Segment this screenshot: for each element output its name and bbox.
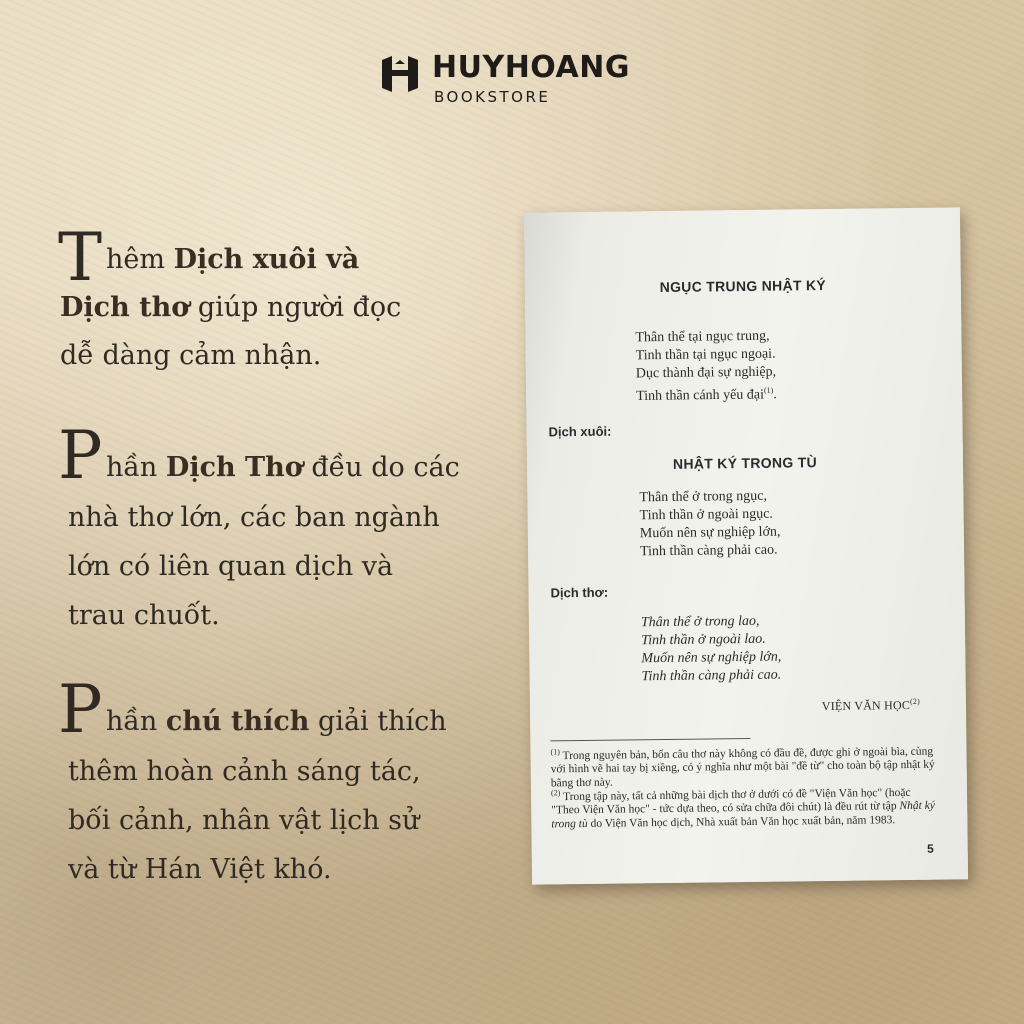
text-line: bối cảnh, nhân vật lịch sử bbox=[68, 805, 420, 836]
footnote-2: $^{(2)}$ Trong tập này, tất cả những bài dịch thơ ở dưới có đề "Viện Văn học" (hoặc "Theo Viện Văn học" - tức dựa theo, có sửa chữa đôi chút) là đều rút từ tập Nhật ký trong tù do Viện Văn học dịch, Nhà xuất bản Văn học xuất bản, năm 1983. bbox=[550, 786, 935, 831]
text-line: hần chú thích giải thích bbox=[106, 706, 447, 737]
brand-logo bbox=[380, 50, 650, 110]
text-line: hêm Dịch xuôi và bbox=[106, 244, 360, 275]
verse-line: Muốn nên sự nghiệp lớn, bbox=[641, 649, 782, 667]
drop-cap: P bbox=[58, 671, 103, 748]
verse-line: Tinh thần ở ngoài ngục. bbox=[639, 506, 773, 524]
poem-label: Dịch thơ: bbox=[550, 584, 609, 601]
verse-line: Thân thể tại ngục trung, bbox=[635, 328, 770, 346]
text-line: hần Dịch Thơ đều do các bbox=[106, 452, 460, 483]
book-logo-icon bbox=[380, 54, 420, 94]
verse-line: Thân thể ở trong ngục, bbox=[639, 488, 768, 506]
verse-line: Thân thể ở trong lao, bbox=[640, 613, 760, 631]
drop-cap: T bbox=[58, 219, 103, 296]
drop-cap: P bbox=[58, 417, 103, 494]
text-line: và từ Hán Việt khó. bbox=[68, 854, 332, 885]
translated-title: NHẬT KÝ TRONG TÙ bbox=[672, 454, 818, 472]
verse-line: Tinh thần càng phải cao. bbox=[641, 667, 782, 685]
verse-line: Muốn nên sự nghiệp lớn, bbox=[639, 524, 781, 542]
page-number: 5 bbox=[926, 841, 934, 856]
book-page bbox=[524, 207, 968, 884]
verse-line: Tinh thần cánh yếu đại$^{(1)}$. bbox=[636, 385, 777, 404]
text-line: Dịch thơ giúp người đọc bbox=[60, 292, 402, 323]
footnote-1: $^{(1)}$ Trong nguyên bản, bốn câu thơ này không có đầu đề, được ghi ở ngoài bìa, cùng với hình vẽ hai tay bị xiềng, có ý nghĩa như một bài "đề từ" cho toàn bộ tập nhật ký bằng thơ này. bbox=[550, 745, 935, 790]
text-line: thêm hoàn cảnh sáng tác, bbox=[68, 756, 421, 787]
text-line: nhà thơ lớn, các ban ngành bbox=[68, 502, 440, 533]
brand-subtitle: BOOKSTORE bbox=[434, 88, 551, 106]
text-line: dễ dàng cảm nhận. bbox=[60, 340, 322, 371]
verse-line: Tinh thần ở ngoài lao. bbox=[641, 631, 766, 649]
footnote-divider bbox=[550, 738, 750, 741]
verse-line: Dục thành đại sự nghiệp, bbox=[635, 364, 777, 382]
poem-title: NGỤC TRUNG NHẬT KÝ bbox=[659, 277, 827, 296]
verse-line: Tinh thần tại ngục ngoại. bbox=[635, 346, 776, 364]
text-line: trau chuốt. bbox=[68, 600, 220, 631]
translation-credit: VIỆN VĂN HỌC$^{(2)}$ bbox=[821, 696, 920, 714]
brand-name: HUYHOANG bbox=[432, 50, 630, 85]
verse-line: Tinh thần càng phải cao. bbox=[639, 542, 778, 560]
text-line: lớn có liên quan dịch và bbox=[68, 551, 394, 582]
prose-label: Dịch xuôi: bbox=[548, 423, 612, 440]
